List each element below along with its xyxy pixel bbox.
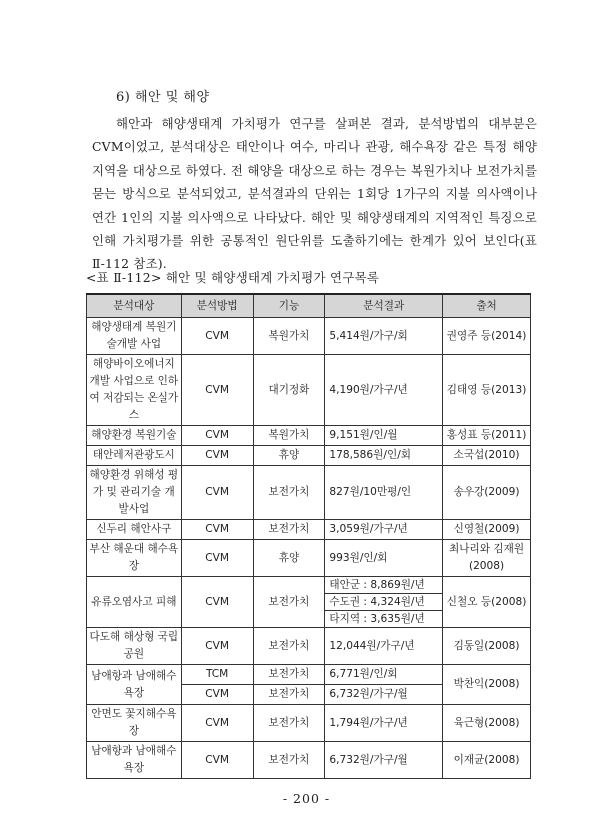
header-method: 분석방법 [181,294,253,318]
cell-source: 신철오 등(2008) [443,577,531,628]
cell-source: 이재균(2008) [443,742,531,779]
cell-function: 보전가치 [253,628,325,665]
cell-source: 박찬익(2008) [443,665,531,705]
cell-result: 6,732원/가구/월 [325,685,443,705]
cell-result: 178,586원/인/회 [325,446,443,466]
cell-source: 최나리와 김재원(2008) [443,540,531,577]
table-row [87,466,531,520]
table-row [87,355,531,426]
cell-function: 보전가치 [253,742,325,779]
cell-method: CVM [181,426,253,446]
table-row [87,577,531,628]
cell-target: 해양환경 위해성 평가 및 관리기술 개발사업 [87,466,182,520]
cell-source: 홍성표 등(2011) [443,426,531,446]
cell-result: 4,190원/가구/년 [325,355,443,426]
cell-target: 남애항과 남애해수욕장 [87,742,182,779]
cell-method: CVM [181,446,253,466]
cell-method: TCM [181,665,253,685]
cell-result: 1,794원/가구/년 [325,705,443,742]
cell-target: 해양환경 복원기술 [87,426,182,446]
table-row [87,742,531,779]
table-row [87,540,531,577]
result-line: 타지역 : 3,635원/년 [329,613,425,625]
header-result: 분석결과 [325,294,443,318]
cell-function: 보전가치 [253,520,325,540]
table-caption: <표 Ⅱ-112> 해안 및 해양생태계 가치평가 연구목록 [86,270,380,285]
cell-function: 보전가치 [253,665,325,685]
cell-method: CVM [181,577,253,628]
cell-target: 남애항과 남애해수욕장 [87,665,182,705]
cell-target: 태안레저관광도시 [87,446,182,466]
cell-function: 휴양 [253,446,325,466]
cell-target: 유류오염사고 피해 [87,577,182,628]
cell-method: CVM [181,520,253,540]
body-paragraph: 해안과 해양생태계 가치평가 연구를 살펴본 결과, 분석방법의 대부분은 CVM이었고, 분석대상은 태안이나 여수, 마리나 관광, 해수욕장 같은 특정 해양지역을 대상으로 하였다. 전 해양을 대상으로 하는 경우는 복원가치나 보전가치를 묻는 방식으로 분석되었고, 분석결과의 단위는 1회당 1가구의 지불 의사액이나 연간 1인의 지불 의사액으로 나타났다. 해안 및 해양생태계의 지역적인 특징으로 인해 가치평가를 위한 공통적인 원단위를 도출하기에는 한계가 있어 보인다(표 Ⅱ-112 참조). [92,116,537,272]
header-target: 분석대상 [87,294,182,318]
cell-result: 993원/인/회 [325,540,443,577]
table-row [87,426,531,446]
table-row [87,705,531,742]
cell-source: 김동일(2008) [443,628,531,665]
cell-function: 보전가치 [253,466,325,520]
cell-method: CVM [181,742,253,779]
cell-method: CVM [181,540,253,577]
cell-result: 5,414원/가구/회 [325,318,443,355]
cell-function: 보전가치 [253,685,325,705]
cell-target: 부산 해운대 해수욕장 [87,540,182,577]
cell-result: 12,044원/가구/년 [325,628,443,665]
table-header-row [87,294,531,318]
cell-function: 보전가치 [253,705,325,742]
header-source: 출처 [443,294,531,318]
result-line: 수도권 : 4,324원/년 [325,594,442,611]
cell-target: 해양바이오에너지 개발 사업으로 인하여 저감되는 온실가스 [87,355,182,426]
cell-method: CVM [181,466,253,520]
cell-result: 9,151원/인/월 [325,426,443,446]
cell-method: CVM [181,628,253,665]
cell-result: 6,771원/인/회 [325,665,443,685]
section-heading: 6) 해안 및 해양 [116,90,210,105]
cell-method: CVM [181,685,253,705]
cell-source: 권영주 등(2014) [443,318,531,355]
cell-result: 6,732원/가구/월 [325,742,443,779]
cell-method: CVM [181,705,253,742]
cell-source: 소국섭(2010) [443,446,531,466]
cell-result: 3,059원/가구/년 [325,520,443,540]
cell-result: 827원/10만평/인 [325,466,443,520]
cell-function: 복원가치 [253,426,325,446]
cell-target: 다도해 해상형 국립공원 [87,628,182,665]
table-row [87,318,531,355]
cell-source: 김태영 등(2013) [443,355,531,426]
table-row [87,665,531,685]
table-row [87,628,531,665]
table-row [87,520,531,540]
table-row [87,446,531,466]
cell-function: 대기정화 [253,355,325,426]
page-number: - 200 - [282,791,331,806]
cell-function: 보전가치 [253,577,325,628]
cell-target: 해양생태계 복원기술개발 사업 [87,318,182,355]
research-list-table [86,293,531,779]
cell-source: 송우강(2009) [443,466,531,520]
result-line: 태안군 : 8,869원/년 [325,577,442,594]
cell-target: 안면도 꽃지해수욕장 [87,705,182,742]
header-function: 기능 [253,294,325,318]
cell-function: 복원가치 [253,318,325,355]
cell-source: 신영철(2009) [443,520,531,540]
cell-source: 육근형(2008) [443,705,531,742]
cell-method: CVM [181,318,253,355]
cell-target: 신두리 해안사구 [87,520,182,540]
cell-method: CVM [181,355,253,426]
cell-function: 휴양 [253,540,325,577]
cell-result-multi [325,577,443,628]
